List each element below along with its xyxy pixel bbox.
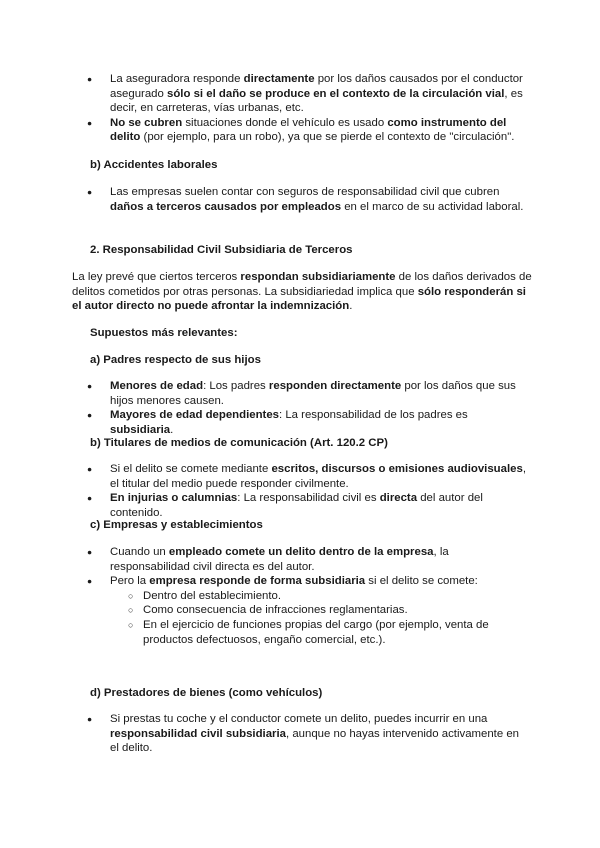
bold-text: empresa responde de forma subsidiaria bbox=[149, 575, 366, 588]
text-segment: (por ejemplo, para un robo), ya que se pierde el contexto de "circulación". bbox=[140, 131, 515, 144]
text-segment: . bbox=[170, 423, 174, 436]
heading-padres: a) Padres respecto de sus hijos bbox=[90, 354, 261, 366]
text-segment: por los daños que sus hijos menores causen. bbox=[110, 380, 516, 407]
sub-list-item: ○ Dentro del establecimiento. bbox=[0, 589, 533, 604]
bold-text: responsabilidad civil subsidiaria bbox=[110, 727, 286, 740]
text-segment: si el delito se comete: bbox=[365, 575, 478, 588]
text-segment: : La responsabilidad de los padres es bbox=[279, 409, 468, 422]
list-item bbox=[0, 72, 530, 116]
text-segment: . bbox=[349, 300, 353, 313]
text-segment: : La responsabilidad civil es bbox=[237, 492, 380, 505]
bullet-list-prestadores bbox=[0, 712, 530, 756]
bullet-list-medios bbox=[0, 462, 530, 520]
text-segment: del autor del contenido. bbox=[110, 492, 483, 519]
text-segment: Cuando un bbox=[110, 546, 169, 558]
bullet-list-aseguradora bbox=[0, 72, 530, 145]
list-item bbox=[0, 462, 530, 491]
bold-text: sólo responderán si el autor directo no puede afrontar la indemnización bbox=[72, 285, 526, 313]
bold-text: directamente bbox=[243, 73, 315, 85]
bold-text: directa bbox=[379, 492, 418, 505]
bold-text: sólo si el daño se produce en el contexto de la circulación vial bbox=[167, 87, 505, 100]
list-item bbox=[0, 491, 530, 520]
heading-section-2: 2. Responsabilidad Civil Subsidiaria de Terceros bbox=[90, 244, 353, 256]
text-segment: La ley prevé que ciertos terceros bbox=[72, 271, 241, 283]
heading-empresas: c) Empresas y establecimientos bbox=[90, 519, 263, 531]
bold-text: Menores de edad bbox=[110, 380, 204, 392]
bullet-list-accidentes bbox=[0, 185, 530, 214]
list-item bbox=[0, 116, 530, 145]
bold-text: escritos, discursos o emisiones audiovisuales bbox=[271, 463, 523, 475]
bold-text: subsidiaria bbox=[110, 423, 171, 436]
text-segment: , el titular del medio puede responder civilmente. bbox=[110, 463, 526, 490]
bullet-list-empresas bbox=[0, 545, 533, 647]
text-segment: de los daños derivados de delitos cometidos por otras personas. La subsidiariedad implica que bbox=[72, 271, 532, 298]
paragraph-subsidiaria bbox=[72, 270, 532, 314]
bold-text: empleado comete un delito dentro de la empresa bbox=[168, 546, 434, 558]
list-item bbox=[0, 545, 530, 574]
text-segment: Si prestas tu coche y el conductor comete un delito, puedes incurrir en una bbox=[110, 713, 488, 725]
text-segment: , la responsabilidad civil directa es del autor. bbox=[110, 546, 449, 573]
text-segment: Si el delito se comete mediante bbox=[110, 463, 272, 475]
bold-text: Mayores de edad dependientes bbox=[110, 409, 280, 422]
heading-medios-comunicacion: b) Titulares de medios de comunicación (Art. 120.2 CP) bbox=[90, 437, 388, 449]
heading-supuestos: Supuestos más relevantes: bbox=[90, 327, 238, 339]
text-segment: en el marco de su actividad laboral. bbox=[341, 200, 524, 213]
heading-accidentes-laborales: b) Accidentes laborales bbox=[90, 159, 218, 171]
text-segment: por los daños causados por el conductor asegurado bbox=[110, 73, 523, 100]
bold-text: responden directamente bbox=[268, 380, 402, 392]
text-segment: Las empresas suelen contar con seguros de responsabilidad civil que cubren bbox=[110, 186, 500, 198]
bold-text: No se cubren bbox=[110, 116, 183, 129]
list-item bbox=[0, 712, 530, 756]
heading-prestadores: d) Prestadores de bienes (como vehículos) bbox=[90, 687, 323, 699]
list-item bbox=[0, 185, 530, 214]
text-segment: situaciones donde el vehículo es usado bbox=[182, 116, 388, 129]
bold-text: En injurias o calumnias bbox=[110, 492, 238, 505]
list-item bbox=[0, 574, 530, 589]
text-segment: Pero la bbox=[110, 575, 150, 588]
bullet-list-padres bbox=[0, 379, 530, 437]
text-segment: La aseguradora responde bbox=[110, 73, 244, 85]
list-item bbox=[0, 408, 530, 437]
sub-list-item: ○ En el ejercicio de funciones propias del cargo (por ejemplo, venta de productos defectuosos, engaño comercial, etc.). bbox=[0, 618, 533, 647]
bold-text: respondan subsidiariamente bbox=[240, 271, 396, 283]
bold-text: daños a terceros causados por empleados bbox=[110, 200, 342, 213]
bold-text: como instrumento del delito bbox=[110, 116, 507, 144]
text-segment: : Los padres bbox=[203, 380, 269, 392]
text-segment: , es decir, en carreteras, vías urbanas, etc. bbox=[110, 87, 523, 115]
list-item bbox=[0, 379, 530, 408]
sub-list-item: ○ Como consecuencia de infracciones reglamentarias. bbox=[0, 603, 533, 618]
text-segment: , aunque no hayas intervenido activamente en el delito. bbox=[110, 727, 520, 755]
